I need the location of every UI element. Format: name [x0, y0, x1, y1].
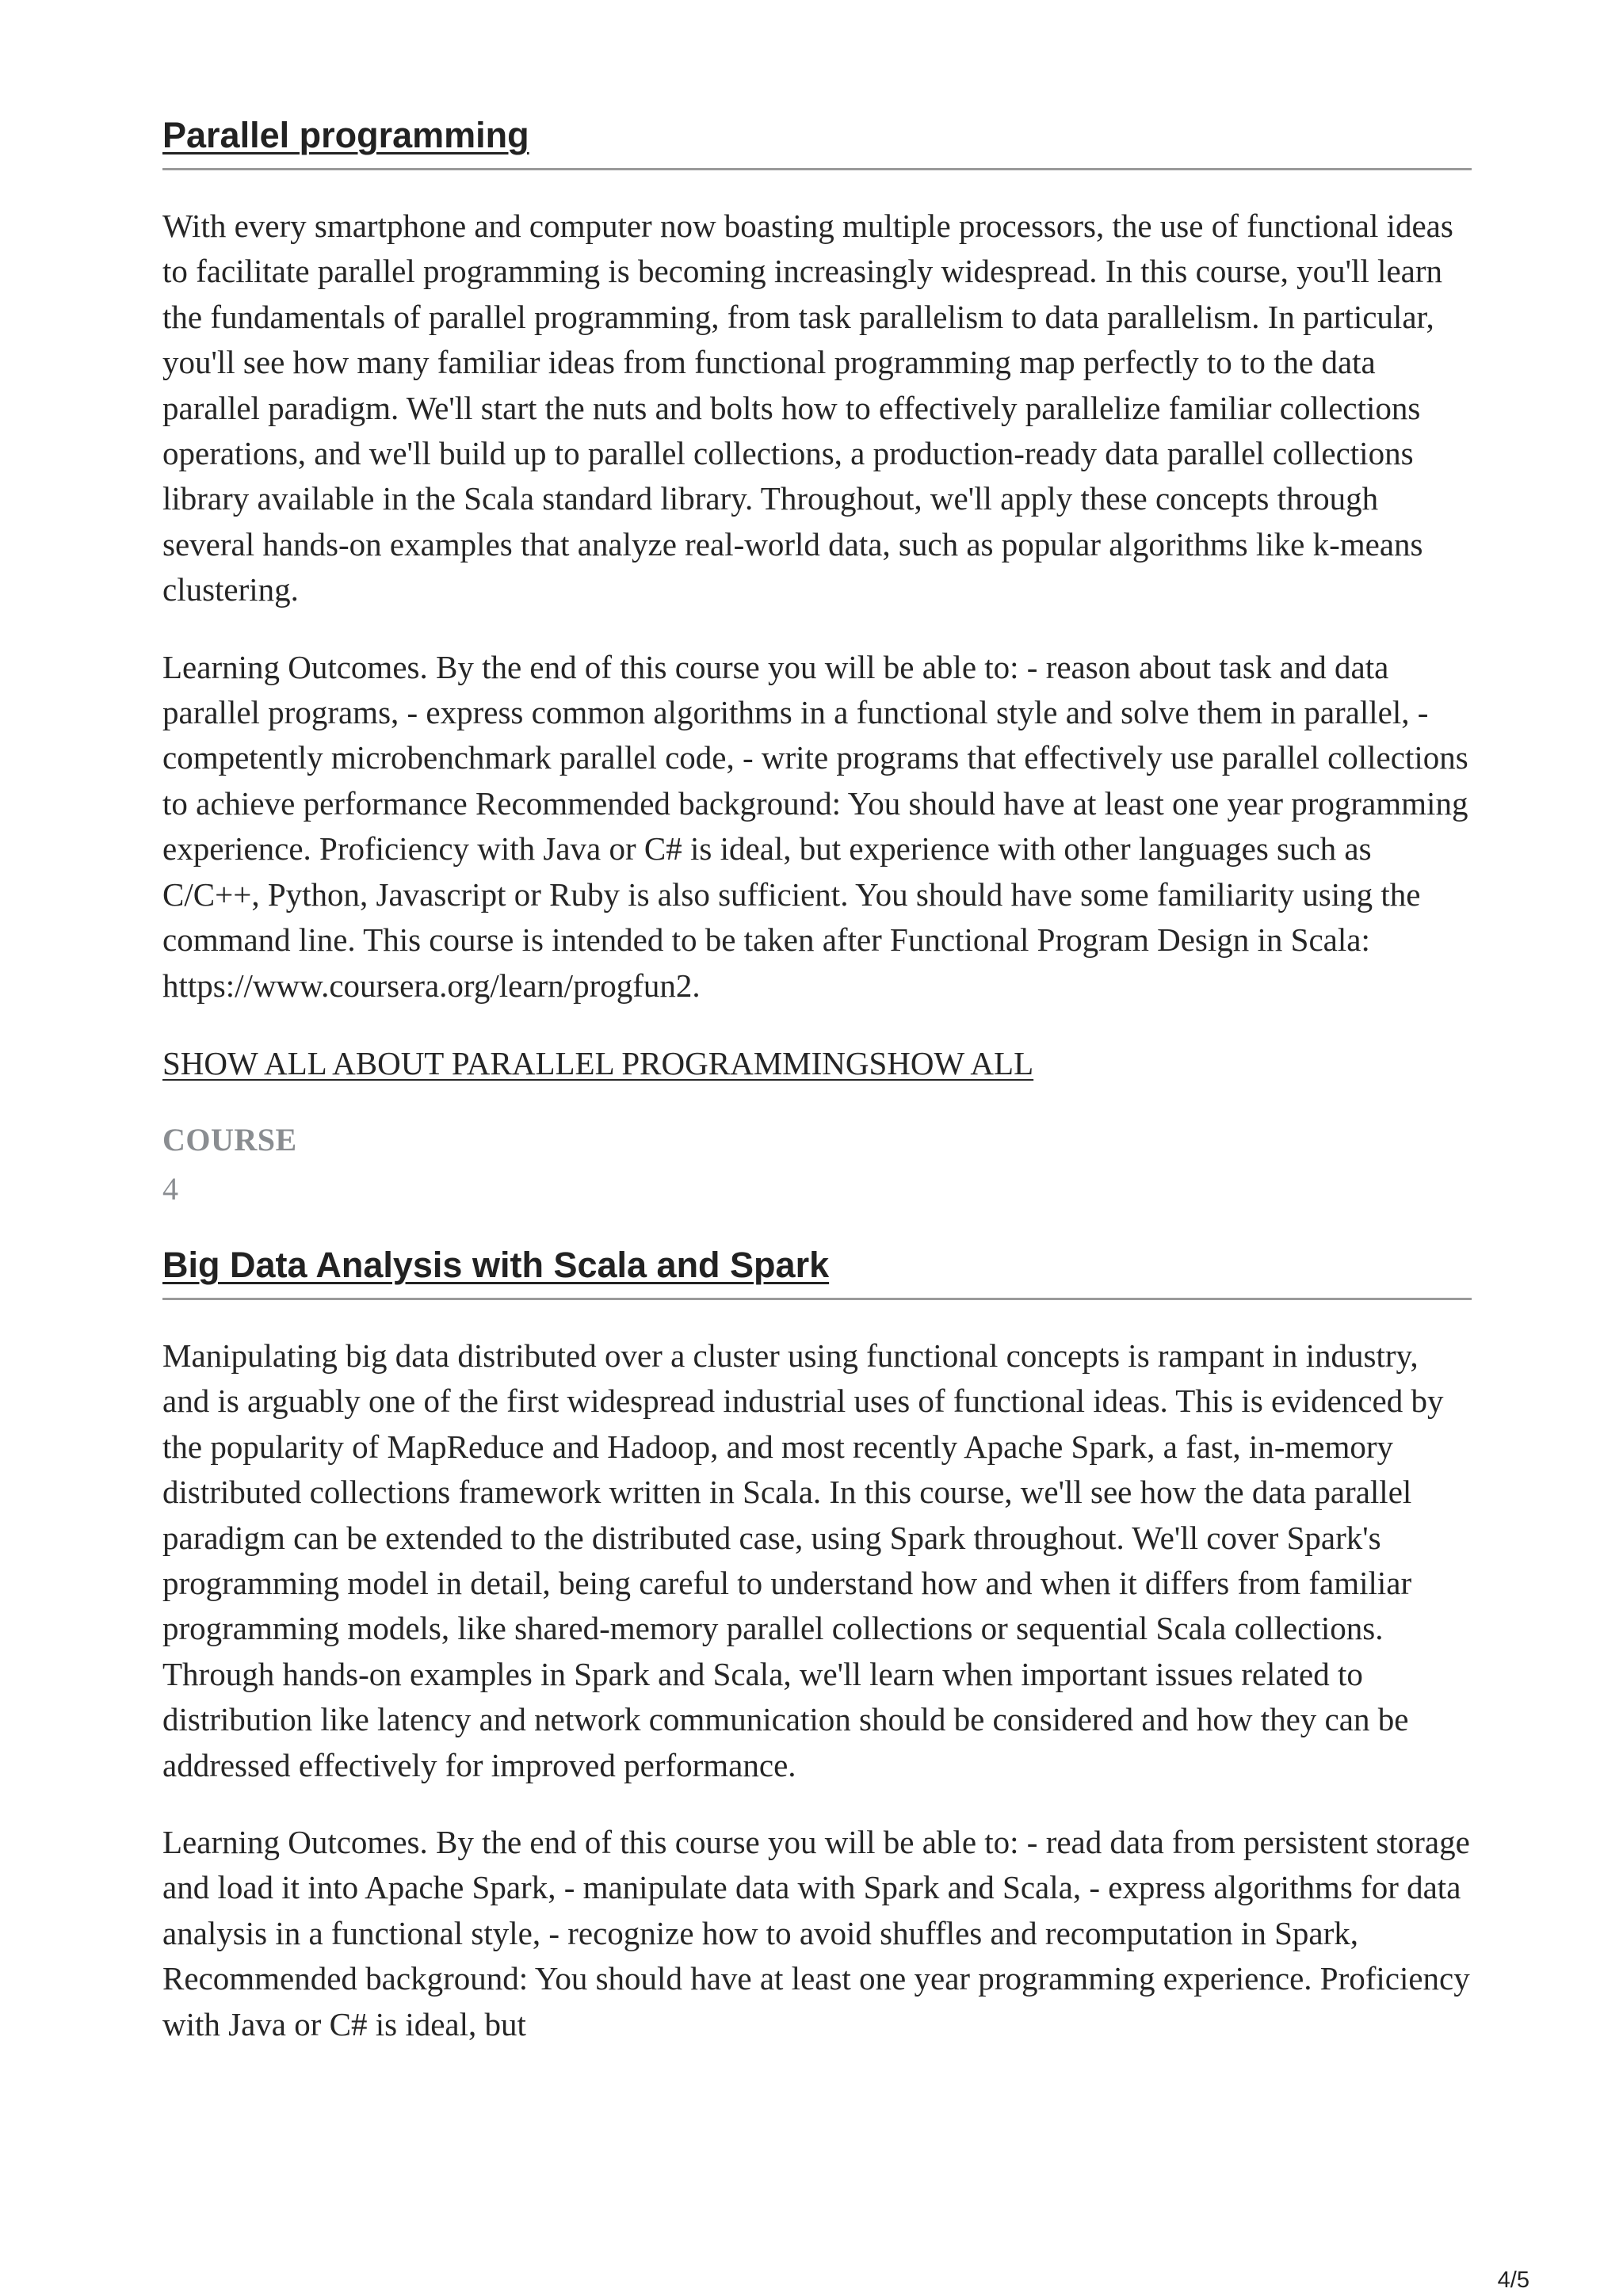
big-data-analysis-description: Manipulating big data distributed over a cluster using functional concepts is rampant in industry, and is arguably one of the first widespread industrial uses of functional ideas. This is evidenced by the popularity of MapReduce and Hadoop, and most recently Apache Spark, a fast, in-memory distributed collections framework written in Scala. In this course, we'll see how the data parallel paradigm can be extended to the distributed case, using Spark throughout. We'll cover Spark's programming model in detail, being careful to understand how and when it differs from familiar programming models, like shared-memory parallel collections or sequential Scala collections. Through hands-on examples in Spark and Scala, we'll learn when important issues related to distribution like latency and network communication should be considered and how they can be addressed effectively for improved performance. — [162, 1337, 1444, 1783]
page-number: 4/5 — [1497, 2267, 1529, 2293]
course-label: COURSE — [162, 1121, 297, 1158]
big-data-analysis-learning-outcomes: Learning Outcomes. By the end of this course you will be able to: - read data from persistent storage and load it into Apache Spark, - manipulate data with Spark and Scala, - express algorithms for data analysis in a functional style, - recognize how to avoid shuffles and recomputation in Spark, Recommended background: You should have at least one year programming experience. Proficiency with Java or C# is ideal, but — [162, 1823, 1470, 2042]
course-number: 4 — [162, 1170, 178, 1207]
parallel-programming-learning-outcomes: Learning Outcomes. By the end of this course you will be able to: - reason about task and data parallel programs, - express common algorithms in a functional style and solve them in parallel, - competently microbenchmark parallel code, - write programs that effectively use parallel collections to achieve performance Recommended background: You should have at least one year programming experience. Proficiency with Java or C# is ideal, but experience with other languages such as C/C++, Python, Javascript or Ruby is also sufficient. You should have some familiarity using the command line. This course is intended to be taken after Functional Program Design in Scala: https://www.coursera.org/learn/progfun2. — [162, 648, 1468, 1004]
big-data-analysis-heading[interactable]: Big Data Analysis with Scala and Spark — [162, 1241, 1472, 1300]
document-page — [162, 111, 1472, 2047]
parallel-programming-heading[interactable]: Parallel programming — [162, 111, 1472, 170]
show-all-parallel-programming-link[interactable]: SHOW ALL ABOUT PARALLEL PROGRAMMINGSHOW ALL — [162, 1044, 1034, 1081]
parallel-programming-description: With every smartphone and computer now boasting multiple processors, the use of functional ideas to facilitate parallel programming is becoming increasingly widespread. In this course, you'll learn the fundamentals of parallel programming, from task parallelism to data parallelism. In particular, you'll see how many familiar ideas from functional programming map perfectly to to the data parallel paradigm. We'll start the nuts and bolts how to effectively parallelize familiar collections operations, and we'll build up to parallel collections, a production-ready data parallel collections library available in the Scala standard library. Throughout, we'll apply these concepts through several hands-on examples that analyze real-world data, such as popular algorithms like k-means clustering. — [162, 208, 1453, 608]
